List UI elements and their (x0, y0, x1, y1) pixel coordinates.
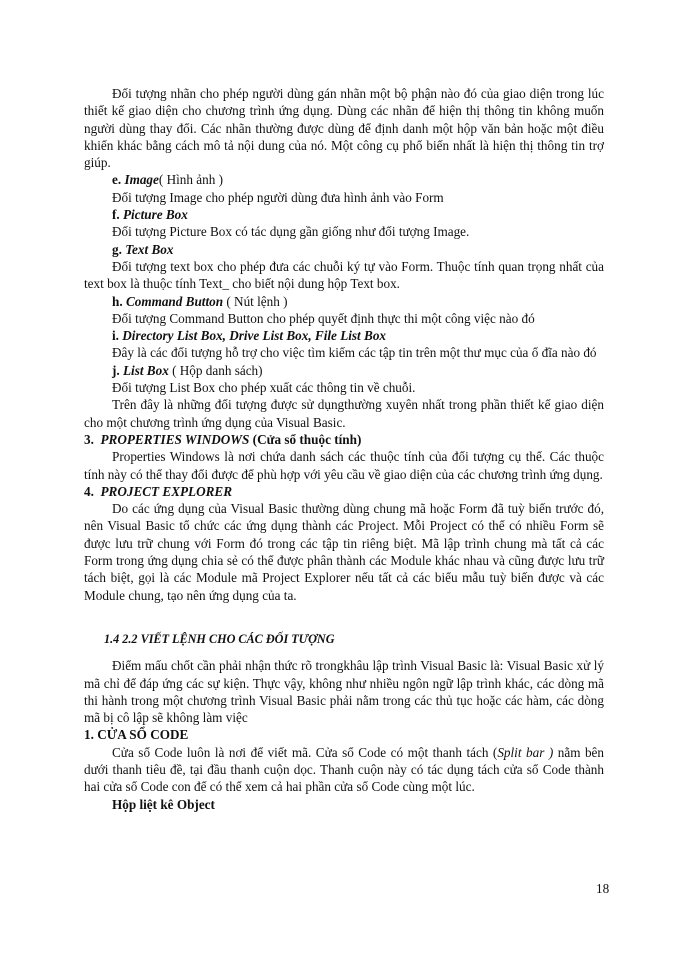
section-3-heading (84, 431, 604, 448)
item-letter: i. (112, 328, 119, 344)
control-item-picture-box (84, 206, 604, 241)
item-desc: Đối tượng Command Button cho phép quyết định thực thi một công việc nào đó (112, 310, 535, 326)
item-heading (84, 241, 604, 258)
item-name: Directory List Box, Drive List Box, File List Box (122, 328, 387, 344)
item-name: Picture Box (123, 207, 188, 223)
item-heading (84, 327, 604, 344)
item-letter: g. (112, 241, 122, 257)
para-intro: Đối tượng nhãn cho phép người dùng gán nhãn một bộ phận nào đó của giao diện trong lúc thiết kế giao diện cho chương trình ứng dụng. Dùng các nhãn để hiện thị thông tin không muốn người dùng thay đổi. Các nhãn thường được dùng để định danh một hộp văn bản hoặc một điều khiển khác bằng cách mô tả nội dung của nó. Một công cụ phổ biến nhất là hiện thị thông tin trợ giúp. (84, 86, 604, 171)
control-item-command-button (84, 293, 604, 328)
item-desc: Đối tượng List Box cho phép xuất các thông tin về chuỗi. (112, 380, 416, 396)
item-letter: e. (112, 172, 122, 188)
para-key-point: Điểm mấu chốt cần phải nhận thức rõ trongkhâu lập trình Visual Basic là: Visual Basic xử lý mã chỉ để đáp ứng các sự kiện. Thực vậy, không như nhiều ngôn ngữ lập trình khác, các dòng mã thi hành trong một chương trình Visual Basic phải nằm trong các thủ tục hoặc các hàm, các dòng mã bị cô lập sẽ không làm việc (84, 658, 604, 726)
section-number: 3. (84, 431, 94, 447)
item-letter: j. (112, 362, 120, 378)
item-name: Command Button (125, 293, 224, 309)
code-window-text (84, 744, 604, 796)
section-4-text: Do các ứng dụng của Visual Basic thường dùng chung mã hoặc Form đã tuỳ biến trước đó, nên Visual Basic tổ chức các ứng dụng thành các Project. Mỗi Project có thể có nhiều Form sẽ được lưu trữ chung với Form đó trong các tập tin riêng biệt. Mã lập trình chung mà tất cả các Form trong ứng dụng chia sẻ có thể được phân thành các Module khác nhau và cũng được lưu trữ tách biệt, gọi là các Module mã Project Explorer nếu tất cả các biểu mẫu tuỳ biến được và các Module chung, tạo nên ứng dụng của ta. (84, 501, 604, 603)
section-title: PROJECT EXPLORER (100, 483, 233, 499)
item-desc: Đối tượng Picture Box có tác dụng gần giống như đối tượng Image. (112, 224, 470, 240)
item-desc: Đối tượng text box cho phép đưa các chuỗi ký tự vào Form. Thuộc tính quan trọng nhất của text box là thuộc tính Text_ cho biết nội dung hộp Text box. (84, 258, 604, 292)
split-bar-term: Split bar ) (497, 744, 554, 760)
section-number: 4. (84, 483, 94, 499)
code-text-part: nằm bên dưới thanh tiêu đề, tại đầu thanh cuộn dọc. Thanh cuộn này có tác dụng tách cửa sổ Code thành hai cửa sổ Code con để có thể xem cả hai phần cửa sổ Code cùng một lúc. (84, 744, 604, 795)
page-number: 18 (596, 881, 610, 896)
item-paren: ( Hình ảnh ) (158, 172, 223, 188)
item-name: Text Box (125, 241, 174, 257)
item-heading (84, 293, 604, 310)
code-window-heading: 1. CỬA SỔ CODE (84, 727, 189, 743)
item-letter: h. (112, 293, 123, 309)
object-list-heading: Hộp liệt kê Object (112, 796, 215, 812)
item-name: Image (124, 172, 159, 188)
item-name: List Box (123, 362, 169, 378)
item-letter: f. (112, 207, 120, 223)
section-subtitle: (Cửa sổ thuộc tính) (252, 431, 362, 447)
control-item-text-box (84, 241, 604, 293)
control-item-list-boxes (84, 327, 604, 362)
section-3-text: Properties Windows là nơi chứa danh sách các thuộc tính của đối tượng cụ thể. Các thuộc tính này có thể thay đổi được để phù hợp với yêu cầu về giao diện của các chương trình ứng dụng. (84, 449, 604, 482)
para-summary: Trên đây là những đối tượng được sử dụngthường xuyên nhất trong phần thiết kế giao diện cho một chương trình ứng dụng của Visual Basic. (84, 397, 604, 430)
item-paren: ( Nút lệnh ) (226, 293, 288, 309)
code-text-part: Cửa sổ Code luôn là nơi để viết mã. Cửa sổ Code có một thanh tách ( (112, 744, 498, 760)
item-heading (84, 206, 604, 223)
control-items (84, 171, 604, 396)
item-paren: ( Hộp danh sách) (172, 362, 263, 378)
item-desc: Đây là các đối tượng hỗ trợ cho việc tìm kiếm các tập tin trên một thư mục của ổ đĩa nào đó (112, 345, 597, 361)
item-desc: Đối tượng Image cho phép người dùng đưa hình ảnh vào Form (112, 189, 444, 205)
section-2-2-heading: 1.4 2.2 VIẾT LỆNH CHO CÁC ĐỐI TƯỢNG (104, 631, 335, 646)
section-4-heading (84, 483, 604, 500)
item-heading (84, 362, 604, 379)
item-heading (84, 171, 604, 188)
section-title: PROPERTIES WINDOWS (100, 431, 250, 447)
page-content (84, 85, 604, 813)
control-item-image (84, 171, 604, 206)
control-item-list-box (84, 362, 604, 397)
